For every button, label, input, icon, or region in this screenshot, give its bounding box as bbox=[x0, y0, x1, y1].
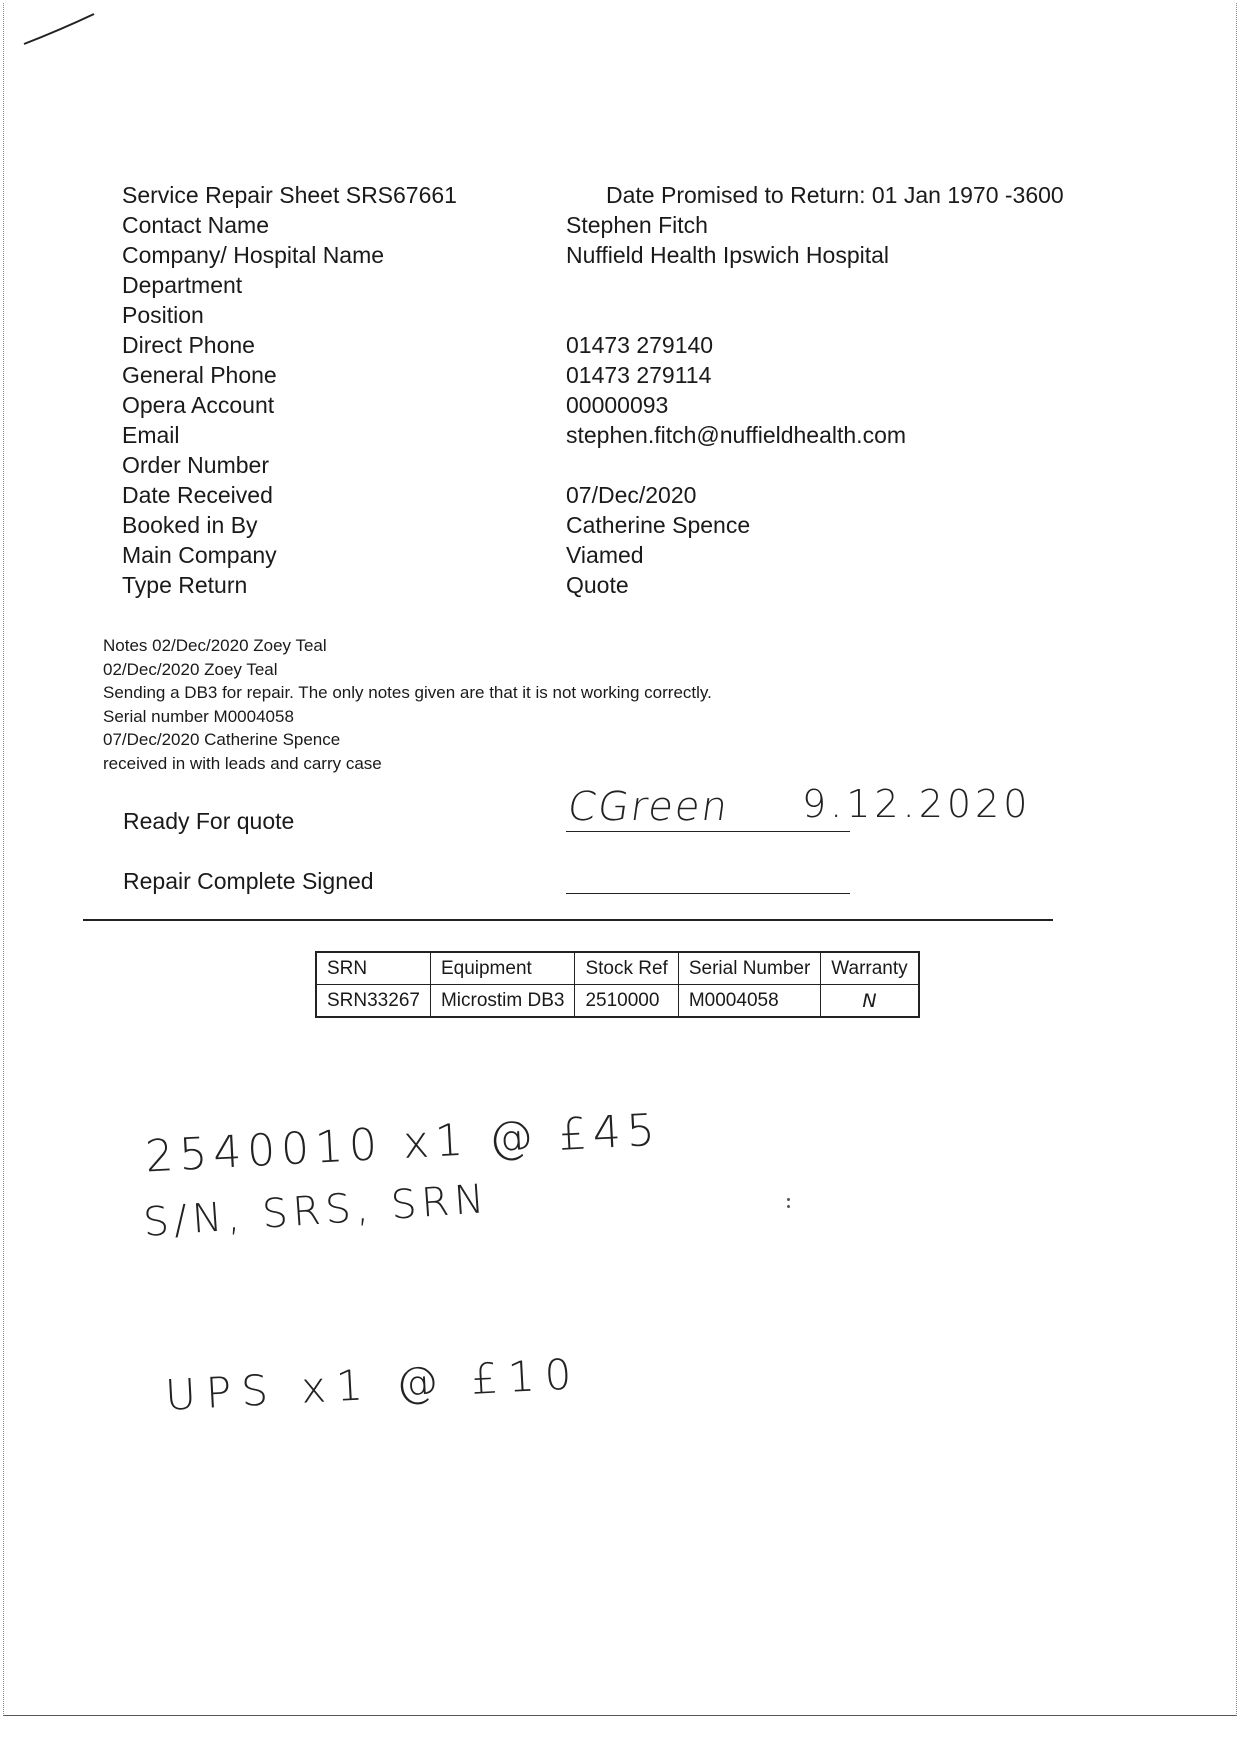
header-srn: SRN bbox=[316, 952, 430, 985]
field-label: Booked in By bbox=[122, 512, 258, 538]
header-serial-number: Serial Number bbox=[678, 952, 820, 985]
ready-signature: CGreen bbox=[564, 784, 733, 830]
handwritten-note-1: 2540010 x1 @ £45 bbox=[144, 1104, 662, 1183]
repair-complete-label: Repair Complete Signed bbox=[123, 868, 374, 894]
handwritten-note-2: S/N, SRS, SRN bbox=[141, 1175, 491, 1247]
field-value: 07/Dec/2020 bbox=[566, 482, 697, 508]
cell-warranty: N bbox=[821, 985, 919, 1018]
field-value: Quote bbox=[566, 572, 629, 598]
field-opera-account bbox=[122, 392, 1022, 422]
field-order-number bbox=[122, 452, 1022, 482]
field-label: Email bbox=[122, 422, 180, 448]
field-value: 01473 279114 bbox=[566, 362, 712, 388]
section-divider bbox=[83, 919, 1053, 921]
field-label: Company/ Hospital Name bbox=[122, 242, 385, 268]
field-date-received bbox=[122, 482, 1022, 512]
cell-serial-number: M0004058 bbox=[678, 985, 820, 1018]
field-value: Catherine Spence bbox=[566, 512, 751, 538]
field-label: Type Return bbox=[122, 572, 248, 598]
field-value: stephen.fitch@nuffieldhealth.com bbox=[566, 422, 907, 448]
header-stock-ref: Stock Ref bbox=[575, 952, 678, 985]
field-label: Direct Phone bbox=[122, 332, 255, 358]
scan-speck bbox=[787, 1198, 790, 1201]
table-row bbox=[316, 985, 919, 1018]
field-value: Stephen Fitch bbox=[566, 212, 708, 238]
field-value: Nuffield Health Ipswich Hospital bbox=[566, 242, 890, 268]
field-position bbox=[122, 302, 1022, 332]
field-general-phone bbox=[122, 362, 1022, 392]
cell-equipment: Microstim DB3 bbox=[430, 985, 575, 1018]
header-equipment: Equipment bbox=[430, 952, 575, 985]
table-header-row bbox=[316, 952, 919, 985]
field-company bbox=[122, 242, 1022, 272]
ready-for-quote-label: Ready For quote bbox=[123, 808, 295, 834]
field-department bbox=[122, 272, 1022, 302]
field-contact-name bbox=[122, 212, 1022, 242]
field-booked-in-by bbox=[122, 512, 1022, 542]
field-label: Contact Name bbox=[122, 212, 270, 238]
field-label: Main Company bbox=[122, 542, 277, 568]
repair-complete-signature-line bbox=[566, 893, 850, 894]
note-line: 02/Dec/2020 Zoey Teal bbox=[103, 659, 278, 679]
field-label: Position bbox=[122, 302, 204, 328]
scan-speck bbox=[787, 1205, 790, 1208]
field-label: Order Number bbox=[122, 452, 269, 478]
field-label: General Phone bbox=[122, 362, 277, 388]
field-value: 00000093 bbox=[566, 392, 669, 418]
field-main-company bbox=[122, 542, 1022, 572]
field-email bbox=[122, 422, 1022, 452]
field-value: 01473 279140 bbox=[566, 332, 714, 358]
cell-stock-ref: 2510000 bbox=[575, 985, 678, 1018]
field-type-return bbox=[122, 572, 1022, 602]
note-line: 07/Dec/2020 Catherine Spence bbox=[103, 730, 341, 749]
field-label: Opera Account bbox=[122, 392, 275, 418]
ready-signature-date: 9.12.2020 bbox=[802, 782, 1032, 826]
date-promised: Date Promised to Return: 01 Jan 1970 -3600 bbox=[606, 182, 1064, 208]
field-direct-phone bbox=[122, 332, 1022, 362]
field-value: Viamed bbox=[566, 542, 644, 568]
handwritten-note-3: UPS x1 @ £10 bbox=[164, 1349, 583, 1420]
notes-block bbox=[103, 634, 712, 775]
field-label: Date Received bbox=[122, 482, 273, 508]
note-line: Serial number M0004058 bbox=[103, 706, 294, 726]
ready-signature-line bbox=[566, 831, 850, 832]
field-label: Department bbox=[122, 272, 243, 298]
cell-srn: SRN33267 bbox=[316, 985, 430, 1018]
note-line: received in with leads and carry case bbox=[103, 753, 382, 773]
header-warranty: Warranty bbox=[821, 952, 919, 985]
equipment-table bbox=[315, 951, 920, 1018]
note-line: Notes 02/Dec/2020 Zoey Teal bbox=[103, 636, 327, 655]
note-line: Sending a DB3 for repair. The only notes given are that it is not working correctly. bbox=[103, 683, 712, 702]
sheet-title: Service Repair Sheet SRS67661 bbox=[122, 182, 457, 208]
pen-mark bbox=[20, 10, 100, 50]
